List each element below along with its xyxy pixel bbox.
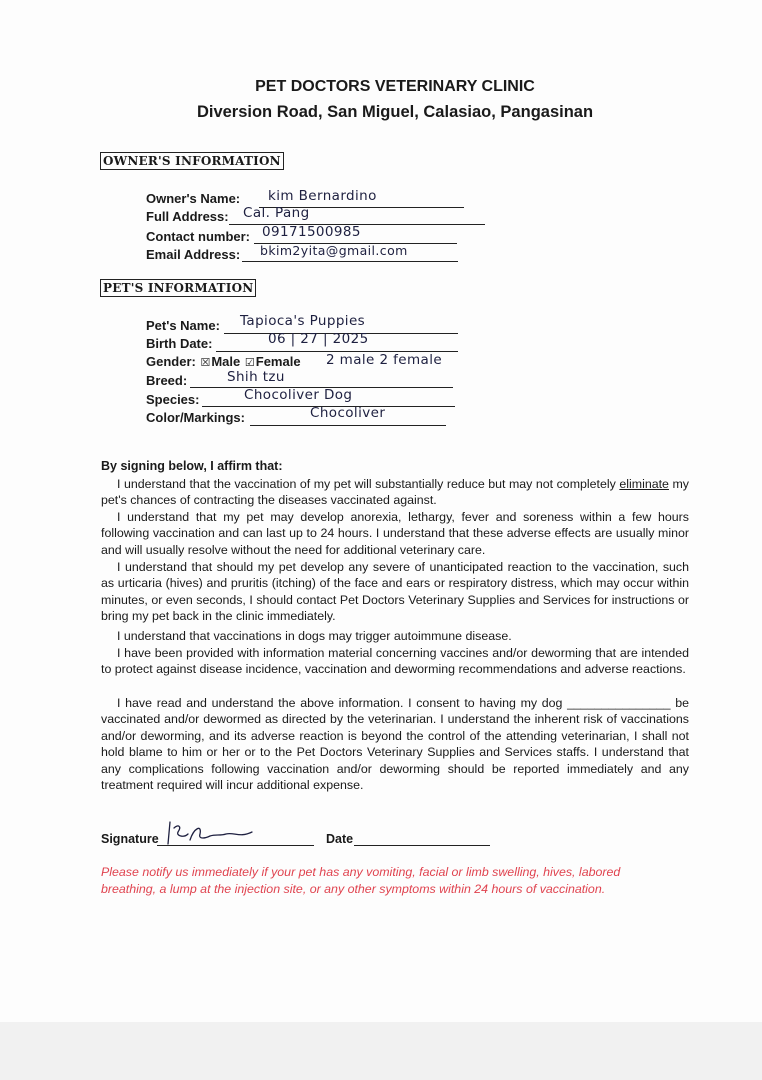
owner-name-label: Owner's Name:: [146, 191, 241, 206]
female-label: Female: [255, 354, 301, 369]
male-label: Male: [211, 354, 241, 369]
breed-value: Shih tzu: [227, 369, 285, 385]
signature-label: Signature: [101, 832, 159, 846]
pet-name-row: [146, 317, 220, 335]
owner-section-title: OWNER'S INFORMATION: [100, 152, 284, 170]
affirmation-paragraph-4: [101, 628, 689, 644]
contact-value: 09171500985: [262, 224, 361, 240]
species-label: Species:: [146, 392, 200, 407]
female-checkbox[interactable]: ☑: [244, 357, 255, 369]
gender-value: 2 male 2 female: [326, 352, 443, 368]
p4-text: I understand that vaccinations in dogs may trigger autoimmune disease.: [117, 629, 512, 643]
clinic-address: Diversion Road, San Miguel, Calasiao, Pangasinan: [196, 103, 594, 121]
pet-name-label: Pet's Name:: [146, 318, 220, 333]
scan-bottom-edge: [0, 1022, 762, 1080]
p1-underlined: eliminate: [619, 477, 669, 491]
email-value: bkim2yita@gmail.com: [260, 243, 408, 258]
affirmation-paragraph-5: [101, 645, 689, 678]
date-label: Date: [326, 832, 354, 846]
symptom-notice: Please notify us immediately if your pet has any vomiting, facial or limb swelling, hives, labored breathing, a lump at the injection site, or any other symptoms within 24 hours of vaccination.: [101, 865, 621, 896]
birth-date-label: Birth Date:: [146, 336, 213, 351]
p6-text: I have read and understand the above information. I consent to having my dog _______________ be vaccinated and/or dewormed as directed by the veterinarian. I understand the inherent risk of vaccinations and/or deworming, and its adverse reaction is beyond the control of the attending veterinarian, I shall not hold blame to him or her or to the Pet Doctors Veterinary Supplies and Services staffs. I understand that any complications following vaccination and/or deworming should be reported immediately and any treatment required will incur additional expense.: [101, 696, 689, 793]
p1-post: my pet's chances of contracting the diseases vaccinated against.: [101, 477, 689, 508]
affirmation-paragraph-6: [101, 695, 689, 793]
affirmation-paragraph-3: [101, 559, 689, 625]
affirmation-heading: By signing below, I affirm that:: [101, 459, 283, 473]
pet-section-title: PET'S INFORMATION: [100, 279, 256, 297]
handwritten-signature: [160, 818, 270, 848]
owner-name-row: [146, 190, 240, 208]
date-line[interactable]: [354, 828, 490, 846]
birth-date-row: [146, 335, 212, 353]
p3-text: I understand that should my pet develop any severe of unanticipated reaction to the vaccination, such as urticaria (hives) and pruritis (itching) of the face and ears or respiratory distress, which may occur within minutes, or even seconds, I should contact Pet Doctors Veterinary Supplies and Services for instructions or bring my pet back in the clinic immediately.: [101, 560, 689, 624]
breed-row: [146, 372, 187, 390]
affirmation-paragraph-1: [101, 476, 689, 509]
pet-name-value: Tapioca's Puppies: [240, 313, 366, 329]
email-label: Email Address:: [146, 247, 241, 262]
contact-label: Contact number:: [146, 229, 250, 244]
address-label: Full Address:: [146, 209, 229, 224]
affirmation-paragraph-2: [101, 509, 689, 558]
birth-date-value: 06 | 27 | 2025: [268, 331, 369, 347]
p1-pre: I understand that the vaccination of my pet will substantially reduce but may not completely: [117, 477, 616, 491]
species-row: [146, 391, 199, 409]
clinic-name: PET DOCTORS VETERINARY CLINIC: [255, 78, 535, 95]
contact-row: [146, 228, 250, 246]
email-row: [146, 246, 240, 264]
address-value: Cal. Pang: [243, 205, 310, 221]
color-row: [146, 409, 245, 427]
p5-text: I have been provided with information material concerning vaccines and/or deworming that are intended to protect against disease incidence, vaccination and deworming recommendations and adverse reactions.: [101, 646, 689, 677]
breed-label: Breed:: [146, 373, 188, 388]
color-label: Color/Markings:: [146, 410, 245, 425]
gender-label: Gender:: [146, 354, 196, 369]
owner-name-value: kim Bernardino: [268, 188, 377, 204]
address-row: [146, 208, 229, 226]
species-value: Chocoliver Dog: [244, 387, 353, 403]
male-checkbox[interactable]: ☒: [200, 357, 211, 369]
p2-text: I understand that my pet may develop anorexia, lethargy, fever and soreness within a few hours following vaccination and can last up to 24 hours. I understand that these adverse effects are usually minor and will usually resolve without the need for additional veterinary care.: [101, 510, 689, 557]
color-value: Chocoliver: [310, 405, 386, 421]
